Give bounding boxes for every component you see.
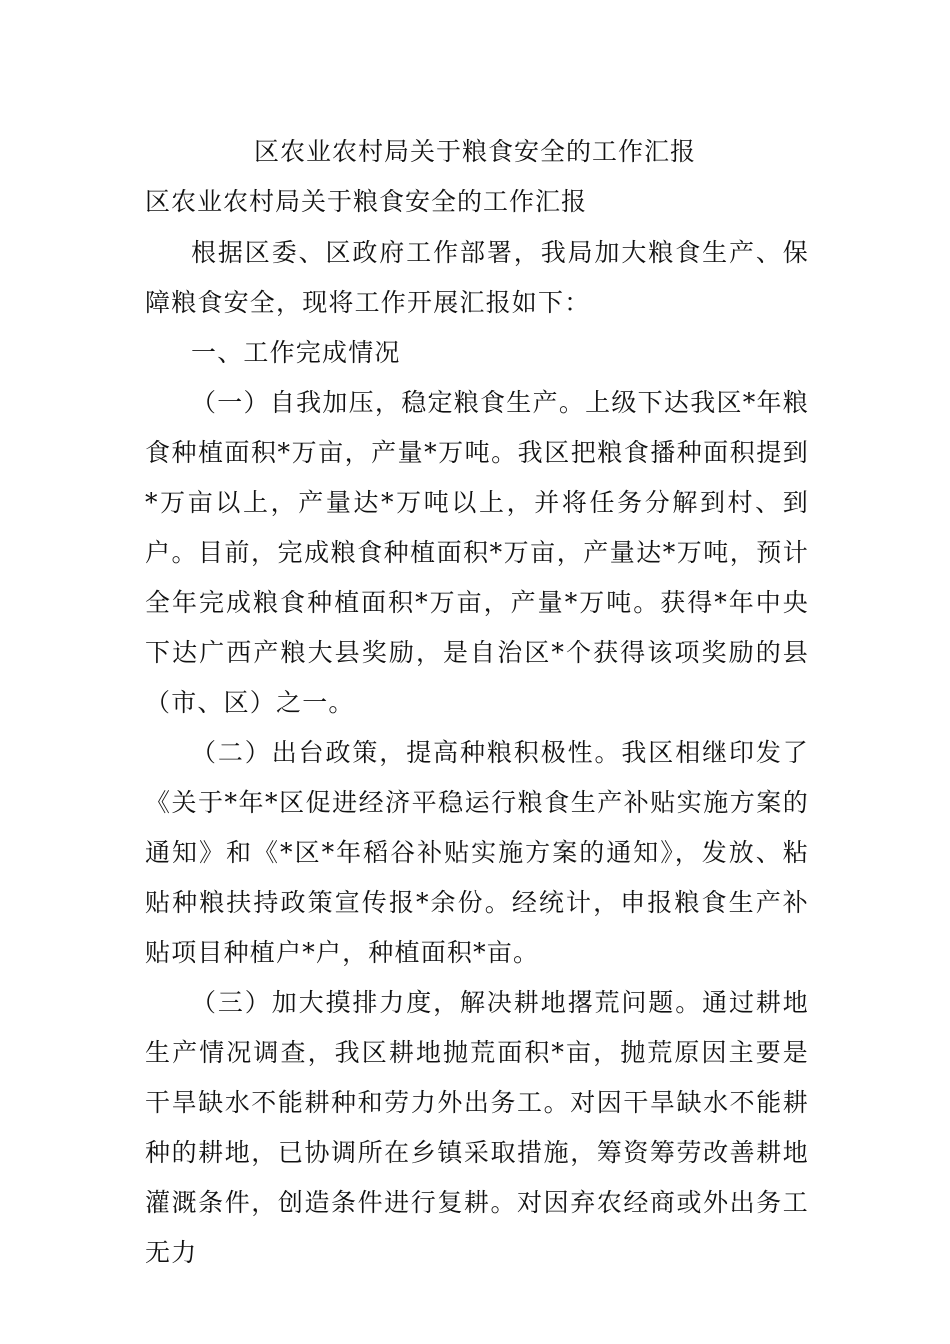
paragraph-item-1: （一）自我加压，稳定粮食生产。上级下达我区*年粮食种植面积*万亩，产量*万吨。我区把粮食播种面积提到*万亩以上，产量达*万吨以上，并将任务分解到村、到户。目前，完成粮食种植面积*万亩，产量达*万吨，预计全年完成粮食种植面积*万亩，产量*万吨。获得*年中央下达广西产粮大县奖励，是自治区*个获得该项奖励的县（市、区）之一。: [145, 388, 809, 717]
paragraph-item-2: （二）出台政策，提高种粮积极性。我区相继印发了《关于*年*区促进经济平稳运行粮食生产补贴实施方案的通知》和《*区*年稻谷补贴实施方案的通知》，发放、粘贴种粮扶持政策宣传报*余份。经统计，申报粮食生产补贴项目种植户*户，种植面积*亩。: [145, 738, 809, 967]
intro-paragraph: 根据区委、区政府工作部署，我局加大粮食生产、保障粮食安全，现将工作开展汇报如下：: [145, 238, 809, 317]
document-body: [145, 228, 809, 1278]
document-subtitle: 区农业农村局关于粮食安全的工作汇报: [145, 187, 588, 216]
document-title: 区农业农村局关于粮食安全的工作汇报: [253, 137, 696, 166]
section-heading: 一、工作完成情况: [191, 338, 401, 367]
paragraph-item-3: （三）加大摸排力度，解决耕地撂荒问题。通过耕地生产情况调查，我区耕地抛荒面积*亩，抛荒原因主要是干旱缺水不能耕种和劳力外出务工。对因干旱缺水不能耕种的耕地，已协调所在乡镇采取措施，筹资筹劳改善耕地灌溉条件，创造条件进行复耕。对因弃农经商或外出务工无力: [145, 988, 809, 1267]
